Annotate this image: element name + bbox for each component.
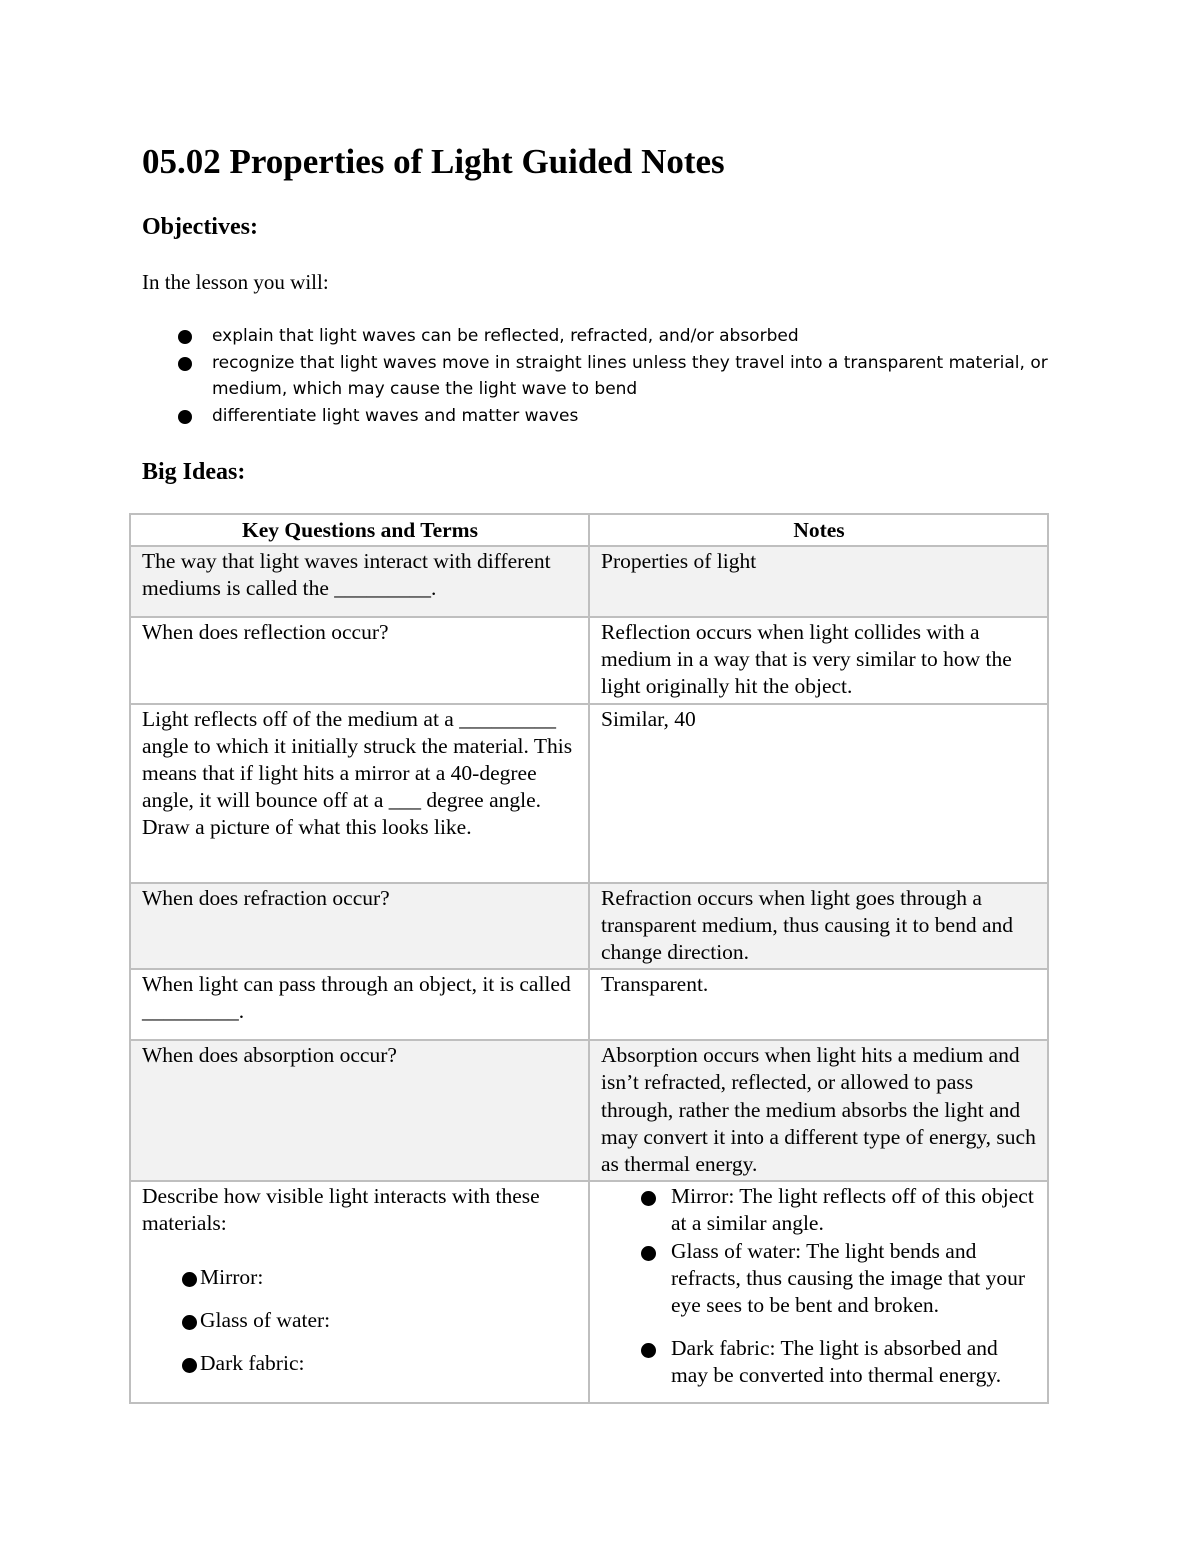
question-cell: When does absorption occur? — [130, 1040, 589, 1181]
list-item — [142, 1350, 578, 1377]
table-row — [130, 617, 1048, 704]
bullet-icon — [641, 1246, 656, 1261]
material-note: Mirror: The light reflects off of this object at a similar angle. — [671, 1184, 1034, 1236]
list-item — [142, 1307, 578, 1334]
list-item — [601, 1238, 1037, 1320]
bullet-icon — [182, 1272, 197, 1287]
note-cell: Absorption occurs when light hits a medium and isn’t refracted, reflected, or allowed to pass through, rather the medium absorbs the light and may convert it into a different type of energy, such as thermal energy. — [589, 1040, 1048, 1181]
material-note: Glass of water: The light bends and refracts, thus causing the image that your eye sees to be bent and broken. — [671, 1238, 1026, 1318]
bullet-icon — [641, 1191, 656, 1206]
table-row — [130, 969, 1048, 1040]
column-header-questions: Key Questions and Terms — [130, 514, 589, 546]
question-cell: The way that light waves interact with different mediums is called the _________. — [130, 546, 589, 617]
objective-text: differentiate light waves and matter waves — [212, 405, 579, 426]
question-cell: Light reflects off of the medium at a _________ angle to which it initially struck the material. This means that if light hits a mirror at a 40-degree angle, it will bounce off at a ___ degree angle. Draw a picture of what this looks like. — [130, 704, 589, 883]
table-row — [130, 1040, 1048, 1181]
list-item — [142, 1264, 578, 1291]
note-cell — [589, 1181, 1048, 1403]
table-row — [130, 1181, 1048, 1403]
list-item — [176, 403, 1076, 430]
materials-list — [142, 1264, 578, 1378]
bullet-icon — [178, 357, 192, 371]
column-header-notes: Notes — [589, 514, 1048, 546]
note-cell: Refraction occurs when light goes through a transparent medium, thus causing it to bend and change direction. — [589, 883, 1048, 970]
material-note: Dark fabric: The light is absorbed and may be converted into thermal energy. — [671, 1336, 1002, 1388]
question-cell: When does reflection occur? — [130, 617, 589, 704]
table-header-row — [130, 514, 1048, 546]
material-label: Glass of water: — [200, 1307, 331, 1332]
list-item — [176, 323, 1076, 350]
objective-text: recognize that light waves move in straight lines unless they travel into a transparent material, or medium, which may cause the light wave to bend — [212, 352, 1048, 399]
list-item — [601, 1335, 1037, 1389]
notes-table — [129, 513, 1049, 1404]
big-ideas-heading: Big Ideas: — [142, 459, 246, 485]
objectives-heading: Objectives: — [142, 214, 258, 240]
document-title: 05.02 Properties of Light Guided Notes — [142, 142, 725, 181]
table-row — [130, 546, 1048, 617]
intro-text: In the lesson you will: — [142, 270, 329, 294]
question-cell — [130, 1181, 589, 1403]
material-label: Mirror: — [200, 1264, 264, 1289]
table-row — [130, 883, 1048, 970]
note-cell: Similar, 40 — [589, 704, 1048, 883]
note-cell: Transparent. — [589, 969, 1048, 1040]
bullet-icon — [178, 330, 192, 344]
bullet-icon — [641, 1343, 656, 1358]
list-item — [601, 1183, 1037, 1237]
note-cell: Properties of light — [589, 546, 1048, 617]
bullet-icon — [182, 1358, 197, 1373]
objective-text: explain that light waves can be reflected, refracted, and/or absorbed — [212, 326, 799, 346]
material-notes-list — [601, 1183, 1037, 1389]
objectives-list — [176, 323, 1076, 429]
question-cell: When does refraction occur? — [130, 883, 589, 970]
bullet-icon — [182, 1315, 197, 1330]
question-cell: When light can pass through an object, it is called _________. — [130, 969, 589, 1040]
table-row — [130, 704, 1048, 883]
describe-question: Describe how visible light interacts with these materials: — [142, 1184, 540, 1236]
list-item — [176, 350, 1076, 403]
bullet-icon — [178, 410, 192, 424]
note-cell: Reflection occurs when light collides with a medium in a way that is very similar to how the light originally hit the object. — [589, 617, 1048, 704]
material-label: Dark fabric: — [200, 1351, 305, 1376]
